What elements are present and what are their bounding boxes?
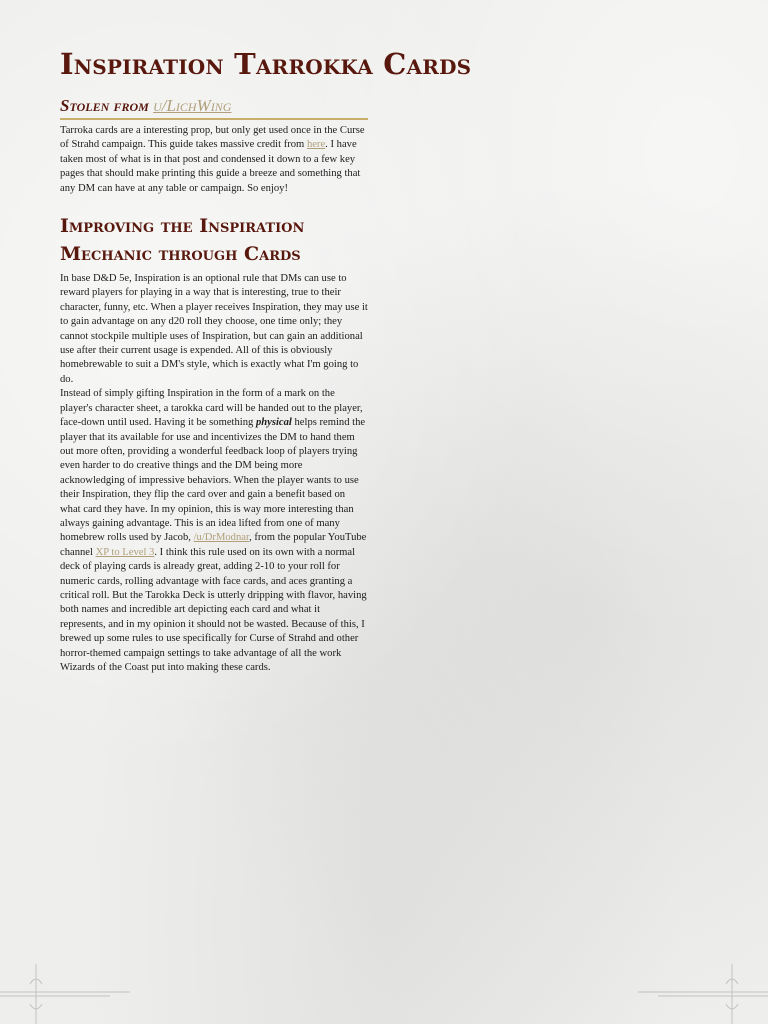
xp-to-level-3-link[interactable]: XP to Level 3 — [95, 546, 155, 558]
intro-text-end: . I have taken most of what is in that post and condensed it down to a few key pages that should make printing this guide a breeze and something that any DM can have at any table or campaign. So enjoy! — [60, 139, 361, 194]
section-paragraph-2 — [60, 387, 368, 675]
subtitle-prefix: Stolen from — [60, 96, 154, 115]
section-heading-line1: Improving the Inspiration — [60, 215, 305, 238]
p2-text-a: Instead of simply gifting Inspiration in the form of a mark on the player's character sheet, a tarokka card will be handed out to the player, face-down until used. Having it be something — [60, 388, 363, 429]
p2-text-b: helps remind the player that its available for use and incentivizes the DM to hand them out more often, providing a wonderful feedback loop of players trying even harder to do creative things and the DM being more acknowledging of impressive behaviors. When the player wants to use their Inspiration, they flip the card over and gain a benefit based on what card they have. In my opinion, this is way more interesting than always gaining advantage. This is an idea lifted from one of many homebrew rolls used by Jacob, — [60, 417, 366, 544]
lichwing-link[interactable]: u/LichWing — [153, 96, 232, 115]
p2-text-d: . I think this rule used on its own with a normal deck of playing cards is already great, adding 2-10 to your roll for numeric cards, rolling advantage with face cards, and aces granting a critical roll. But the Tarokka Deck is utterly dripping with flavor, having both names and incredible art depicting each card and what it represents, and in my opinion it should not be wasted. Because of this, I brewed up some rules to use specifically for Curse of Strahd and other horror-themed campaign settings to take advantage of all the work Wizards of the Coast put into making these cards. — [60, 546, 367, 673]
section-heading — [60, 212, 368, 268]
footer-ornament — [0, 964, 768, 1024]
intro-paragraph — [60, 124, 368, 196]
section-paragraph-1: In base D&D 5e, Inspiration is an optional rule that DMs can use to reward players for playing in a way that is interesting, true to their character, funny, etc. When a player receives Inspiration, they may use it to gain advantage on any d20 roll they choose, one time only; they cannot stockpile multiple uses of Inspiration, but can gain an additional use after their current usage is expended. All of this is obviously homebrewable to suit a DM's style, which is exactly what I'm going to do. — [60, 273, 368, 385]
here-link[interactable]: here — [306, 139, 326, 151]
p2-text-c: , from the popular YouTube channel — [60, 532, 367, 558]
page-content — [60, 44, 472, 675]
page-title: Inspiration Tarrokka Cards — [60, 47, 472, 81]
p2-emphasis: physical — [255, 417, 292, 429]
subtitle — [60, 96, 368, 120]
intro-text-start: Tarroka cards are a interesting prop, but only get used once in the Curse of Strahd campaign. This guide takes massive credit from — [60, 125, 365, 151]
section-heading-line2: Mechanic through Cards — [60, 243, 301, 266]
drmodnar-link[interactable]: /u/DrModnar — [193, 532, 250, 544]
